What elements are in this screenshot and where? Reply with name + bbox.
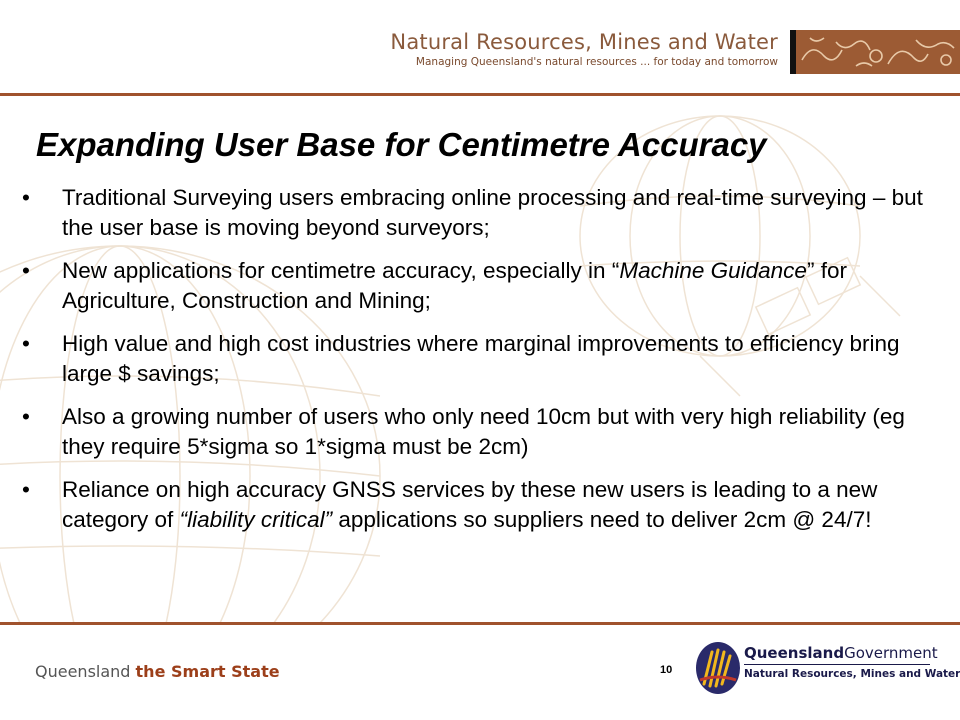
header-department: Natural Resources, Mines and Water	[390, 30, 778, 54]
queensland-government-logo	[694, 640, 960, 698]
bullet-marker: •	[22, 477, 30, 502]
bullet-text: Traditional Surveying users embracing online processing and real-time surveying – but the user base is moving beyond surveyors;	[62, 185, 923, 240]
bullet-item	[22, 475, 942, 535]
coat-of-arms-icon	[694, 640, 742, 696]
bullet-marker: •	[22, 331, 30, 356]
smart-state-slogan	[35, 662, 280, 681]
bullet-text: ” for Agriculture, Construction and Mining;	[62, 258, 847, 313]
bullet-emphasis: “liability critical”	[179, 507, 333, 532]
bullet-marker: •	[22, 258, 30, 283]
bullet-marker: •	[22, 404, 30, 429]
bullet-item	[22, 402, 942, 462]
gov-name-regular: Government	[844, 644, 938, 662]
bullet-item	[22, 183, 942, 243]
slogan-emphasis: the Smart State	[135, 662, 280, 681]
bullet-item	[22, 329, 942, 389]
bullet-text: Reliance on high accuracy GNSS services by these new users is leading to a new category of	[62, 477, 878, 532]
slogan-prefix: Queensland	[35, 662, 136, 681]
gov-name	[744, 644, 938, 662]
gov-name-bold: Queensland	[744, 644, 845, 662]
header-decorative-band	[796, 30, 960, 74]
bullet-text: applications so suppliers need to deliver 2cm @ 24/7!	[332, 507, 872, 532]
bullet-marker: •	[22, 185, 30, 210]
bullet-emphasis: Machine Guidance	[619, 258, 807, 283]
bullet-text: High value and high cost industries where marginal improvements to efficiency bring large $ savings;	[62, 331, 900, 386]
bullet-item	[22, 256, 942, 316]
slide-title: Expanding User Base for Centimetre Accuracy	[36, 126, 767, 163]
bullet-text: Also a growing number of users who only need 10cm but with very high reliability (eg they require 5*sigma so 1*sigma must be 2cm)	[62, 404, 905, 459]
header-tagline: Managing Queensland's natural resources ... for today and tomorrow	[415, 56, 778, 68]
gov-logo-rule	[744, 664, 930, 665]
bullet-list	[22, 183, 942, 548]
page-number: 10	[660, 664, 673, 676]
gov-department: Natural Resources, Mines and Water	[744, 668, 960, 680]
bullet-text: New applications for centimetre accuracy, especially in “	[62, 258, 620, 283]
footer-rule	[0, 622, 960, 625]
